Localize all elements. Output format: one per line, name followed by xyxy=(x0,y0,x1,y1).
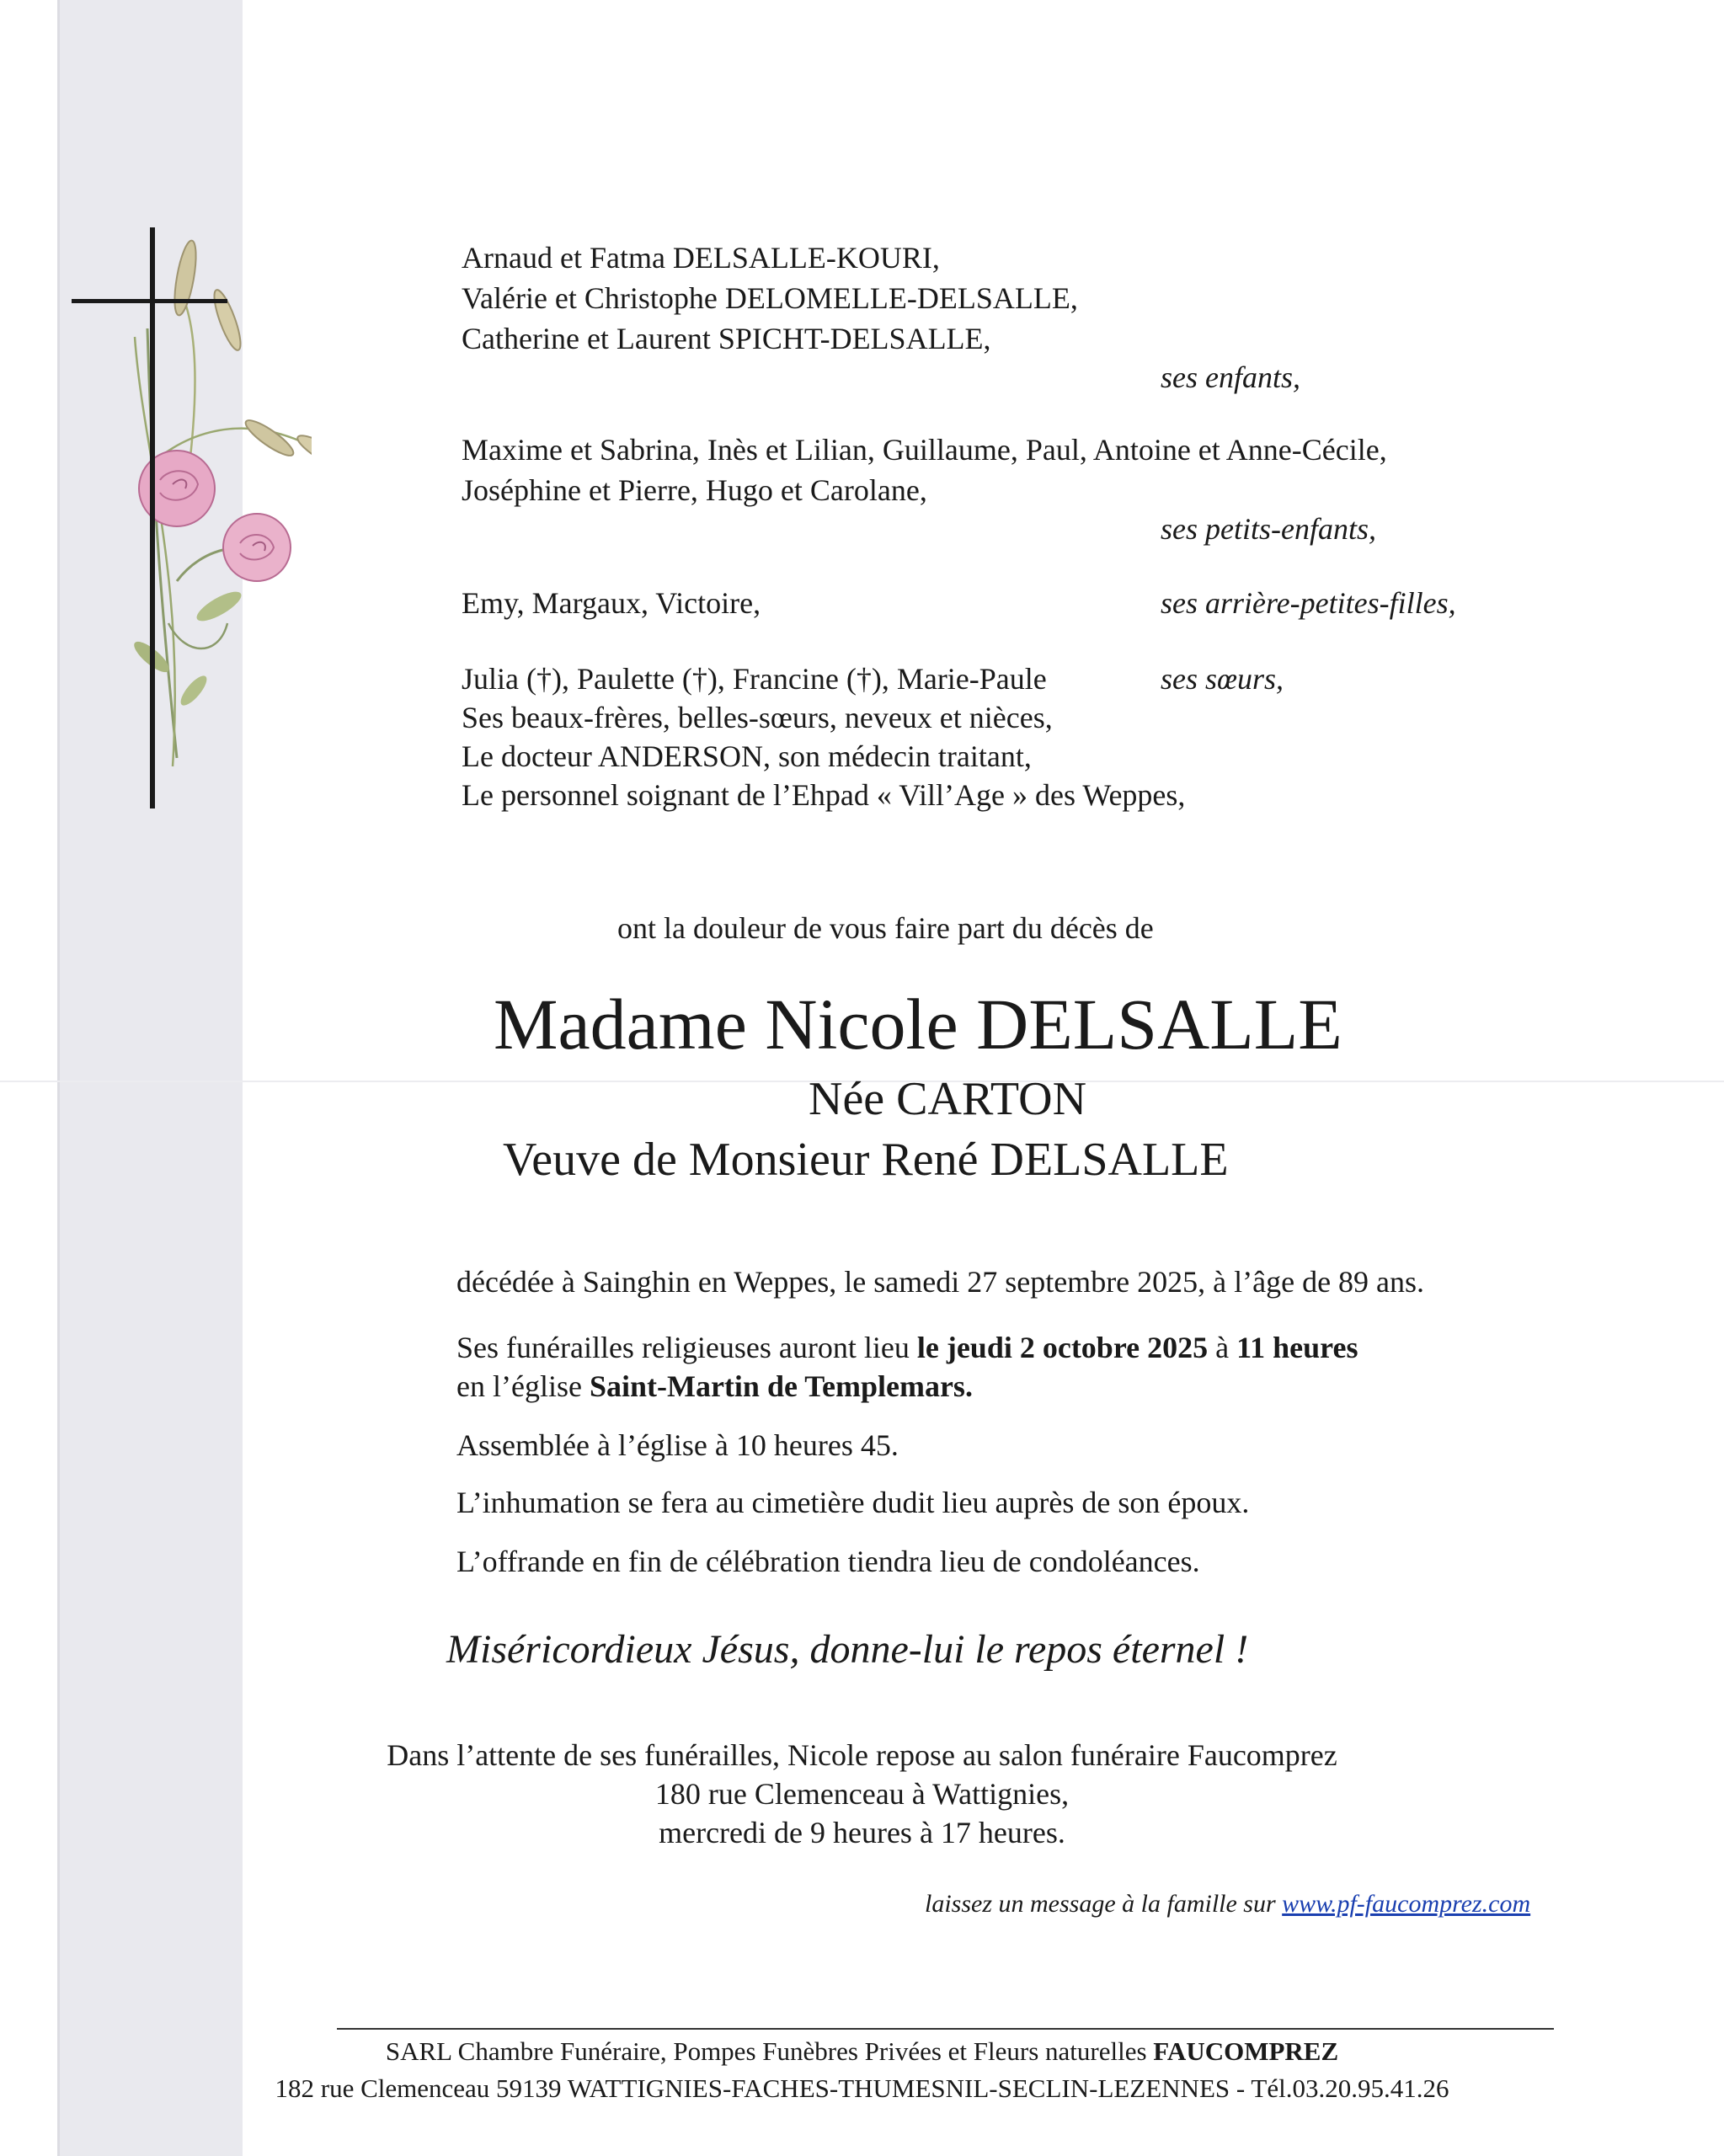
footer-line1 xyxy=(0,2035,1724,2068)
burial: L’inhumation se fera au cimetière dudit lieu auprès de son époux. xyxy=(456,1486,1250,1519)
children-role: ses enfants, xyxy=(1161,360,1300,394)
others-line: Ses beaux-frères, belles-sœurs, neveux et nièces, xyxy=(462,701,1053,734)
funeral-mid: à xyxy=(1208,1331,1237,1364)
message-line xyxy=(925,1888,1530,1920)
grandchildren-line: Joséphine et Pierre, Hugo et Carolane, xyxy=(462,473,927,507)
announcement-intro: ont la douleur de vous faire part du décès de xyxy=(617,911,1154,945)
footer-address: 182 rue Clemenceau 59139 WATTIGNIES-FACHES-THUMESNIL-SECLIN-LEZENNES - Tél.03.20.95.41.26 xyxy=(275,2073,1449,2103)
children-line: Arnaud et Fatma DELSALLE-KOURI, xyxy=(462,241,940,275)
assembly: Assemblée à l’église à 10 heures 45. xyxy=(456,1428,899,1462)
rest-line: 180 rue Clemenceau à Wattignies, xyxy=(654,1777,1070,1811)
footer-rule xyxy=(337,2028,1554,2030)
great-grandchildren: Emy, Margaux, Victoire, xyxy=(462,586,761,620)
funeral-time: 11 heures xyxy=(1236,1331,1358,1364)
children-line: Catherine et Laurent SPICHT-DELSALLE, xyxy=(462,322,991,355)
grandchildren-role: ses petits-enfants, xyxy=(1161,512,1376,546)
offering: L’offrande en fin de célébration tiendra lieu de condoléances. xyxy=(456,1545,1200,1578)
widow-of: Veuve de Monsieur René DELSALLE xyxy=(503,1134,1229,1186)
maiden-name: Née CARTON xyxy=(809,1073,1087,1125)
cross-flowers-illustration xyxy=(59,219,312,825)
funeral-prefix: Ses funérailles religieuses auront lieu xyxy=(456,1331,917,1364)
great-grandchildren-role: ses arrière-petites-filles, xyxy=(1161,586,1456,620)
others-line: Le docteur ANDERSON, son médecin traitant, xyxy=(462,739,1032,773)
sisters-role: ses sœurs, xyxy=(1161,662,1284,696)
funeral-line xyxy=(456,1329,1358,1366)
prayer: Miséricordieux Jésus, donne-lui le repos éternel ! xyxy=(446,1627,1249,1672)
grandchildren-line: Maxime et Sabrina, Inès et Lilian, Guillaume, Paul, Antoine et Anne-Cécile, xyxy=(462,433,1387,467)
church-name: Saint-Martin de Templemars. xyxy=(589,1369,973,1403)
church-prefix: en l’église xyxy=(456,1369,590,1403)
deceased-name: Madame Nicole DELSALLE xyxy=(494,984,1342,1065)
footer-brand: FAUCOMPREZ xyxy=(1153,2036,1339,2066)
rest-line: Dans l’attente de ses funérailles, Nicole repose au salon funéraire Faucomprez xyxy=(387,1738,1337,1772)
website-link[interactable]: www.pf-faucomprez.com xyxy=(1282,1890,1531,1918)
message-text: laissez un message à la famille sur xyxy=(925,1890,1283,1918)
funeral-date: le jeudi 2 octobre 2025 xyxy=(916,1331,1209,1364)
children-line: Valérie et Christophe DELOMELLE-DELSALLE, xyxy=(462,281,1078,315)
church-line xyxy=(456,1368,973,1405)
sisters: Julia (†), Paulette (†), Francine (†), Marie-Paule xyxy=(462,662,1047,696)
footer-company: SARL Chambre Funéraire, Pompes Funèbres Privées et Fleurs naturelles xyxy=(385,2036,1154,2066)
others-line: Le personnel soignant de l’Ehpad « Vill’Age » des Weppes, xyxy=(462,778,1186,812)
rest-line: mercredi de 9 heures à 17 heures. xyxy=(659,1816,1065,1849)
death-details: décédée à Sainghin en Weppes, le samedi 27 septembre 2025, à l’âge de 89 ans. xyxy=(456,1265,1425,1299)
